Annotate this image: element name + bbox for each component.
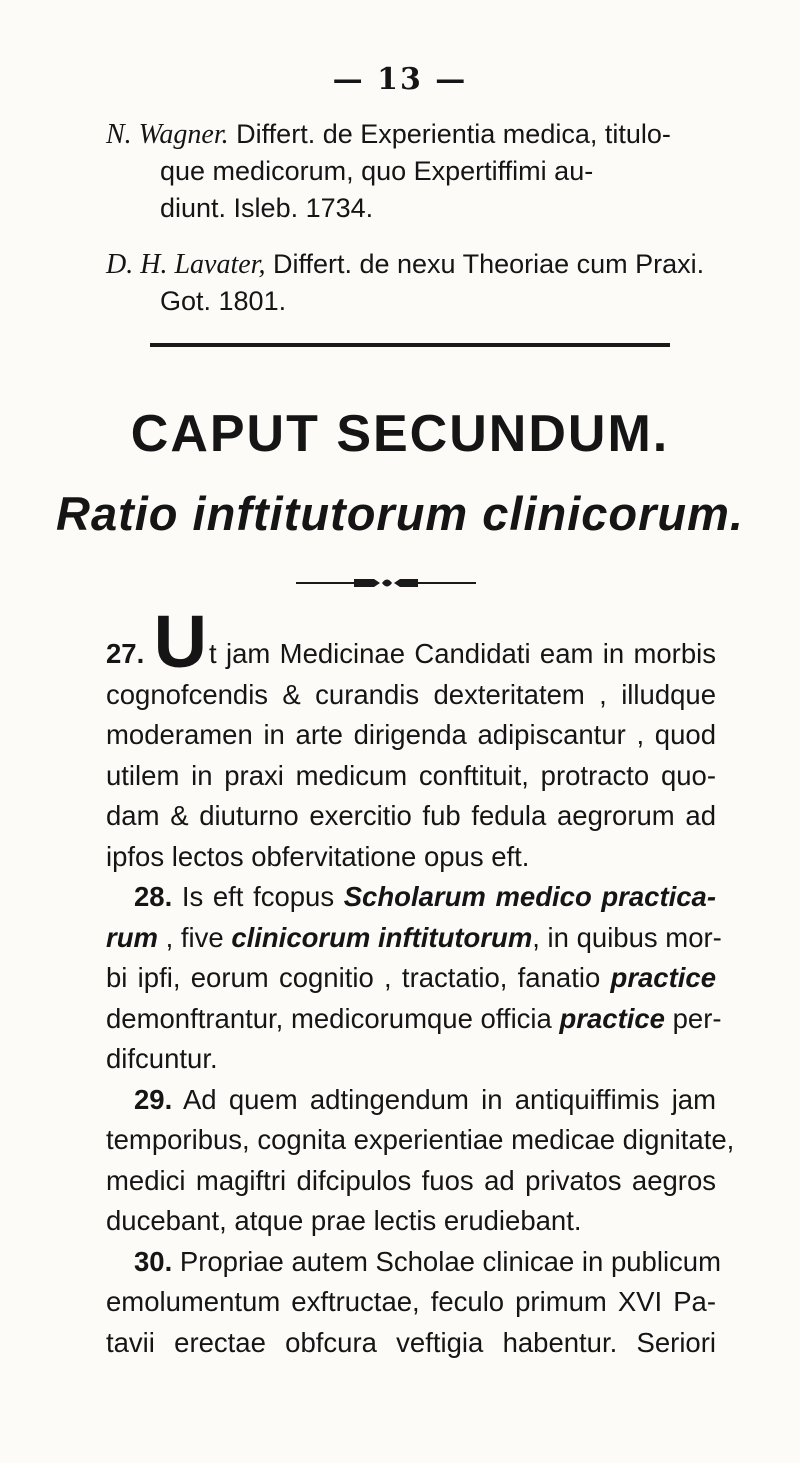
- paragraph-number: 28.: [134, 881, 173, 912]
- paragraph-27: 27. Ut jam Medicinae Candidati eam in morbis cognofcendis & curandis dexteritatem , illudque moderamen in arte dirigenda adipiscantur , quod utilem in praxi medicum conftituit, protracto quo- dam & diuturno exercitio fub fedula aegrorum ad ipfos lectos obfervitatione opus eft.: [106, 600, 716, 872]
- bibliography-author: N. Wagner.: [106, 119, 229, 150]
- paragraph-28: 28. Is eft fcopus Scholarum medico practica- rum , five clinicorum inftitutorum, in quibus mor- bi ipfi, eorum cognitio , tractatio, fanatio practice demonftrantur, medicorumque officia practice per- difcuntur.: [106, 881, 722, 1074]
- horizontal-rule-divider: [150, 343, 670, 347]
- emphasis-text: Scholarum medico practica-: [343, 881, 716, 912]
- paragraph-29: 29. Ad quem adtingendum in antiquiffimis jam temporibus, cognita experientiae medicae dignitate, medici magiftri difcipulos fuos ad privatos aegros ducebant, atque prae lectis erudiebant.: [106, 1083, 735, 1236]
- drop-cap-initial: U: [153, 600, 208, 683]
- paragraph-number: 27.: [106, 638, 145, 669]
- bibliography-entry-wagner: [106, 116, 780, 227]
- paragraph-number: 29.: [134, 1083, 173, 1115]
- chapter-title: CAPUT SECUNDUM.: [130, 405, 670, 463]
- bibliography-text: Differt. de Experientia medica, titulo- que medicorum, quo Expertiffimi au- diunt. Isleb. 1734.: [160, 119, 671, 223]
- ornament-divider-icon: [296, 573, 476, 593]
- emphasis-text: clinicorum inftitutorum: [231, 921, 533, 953]
- bibliography-author: D. H. Lavater,: [106, 249, 266, 280]
- paragraph-number: 30.: [134, 1245, 173, 1277]
- paragraph-30: 30. Propriae autem Scholae clinicae in publicum emolumentum exftructae, feculo primum XVI Pa- tavii erectae obfcura veftigia habentur. Seriori: [106, 1245, 721, 1358]
- bibliography-entry-lavater: [106, 246, 780, 320]
- chapter-subtitle: Ratio inftitutorum clinicorum.: [56, 487, 744, 540]
- page-number: — 13 —: [332, 62, 468, 97]
- body-text: [106, 600, 735, 1363]
- bibliography-text: Differt. de nexu Theoriae cum Praxi. Got. 1801.: [160, 249, 705, 316]
